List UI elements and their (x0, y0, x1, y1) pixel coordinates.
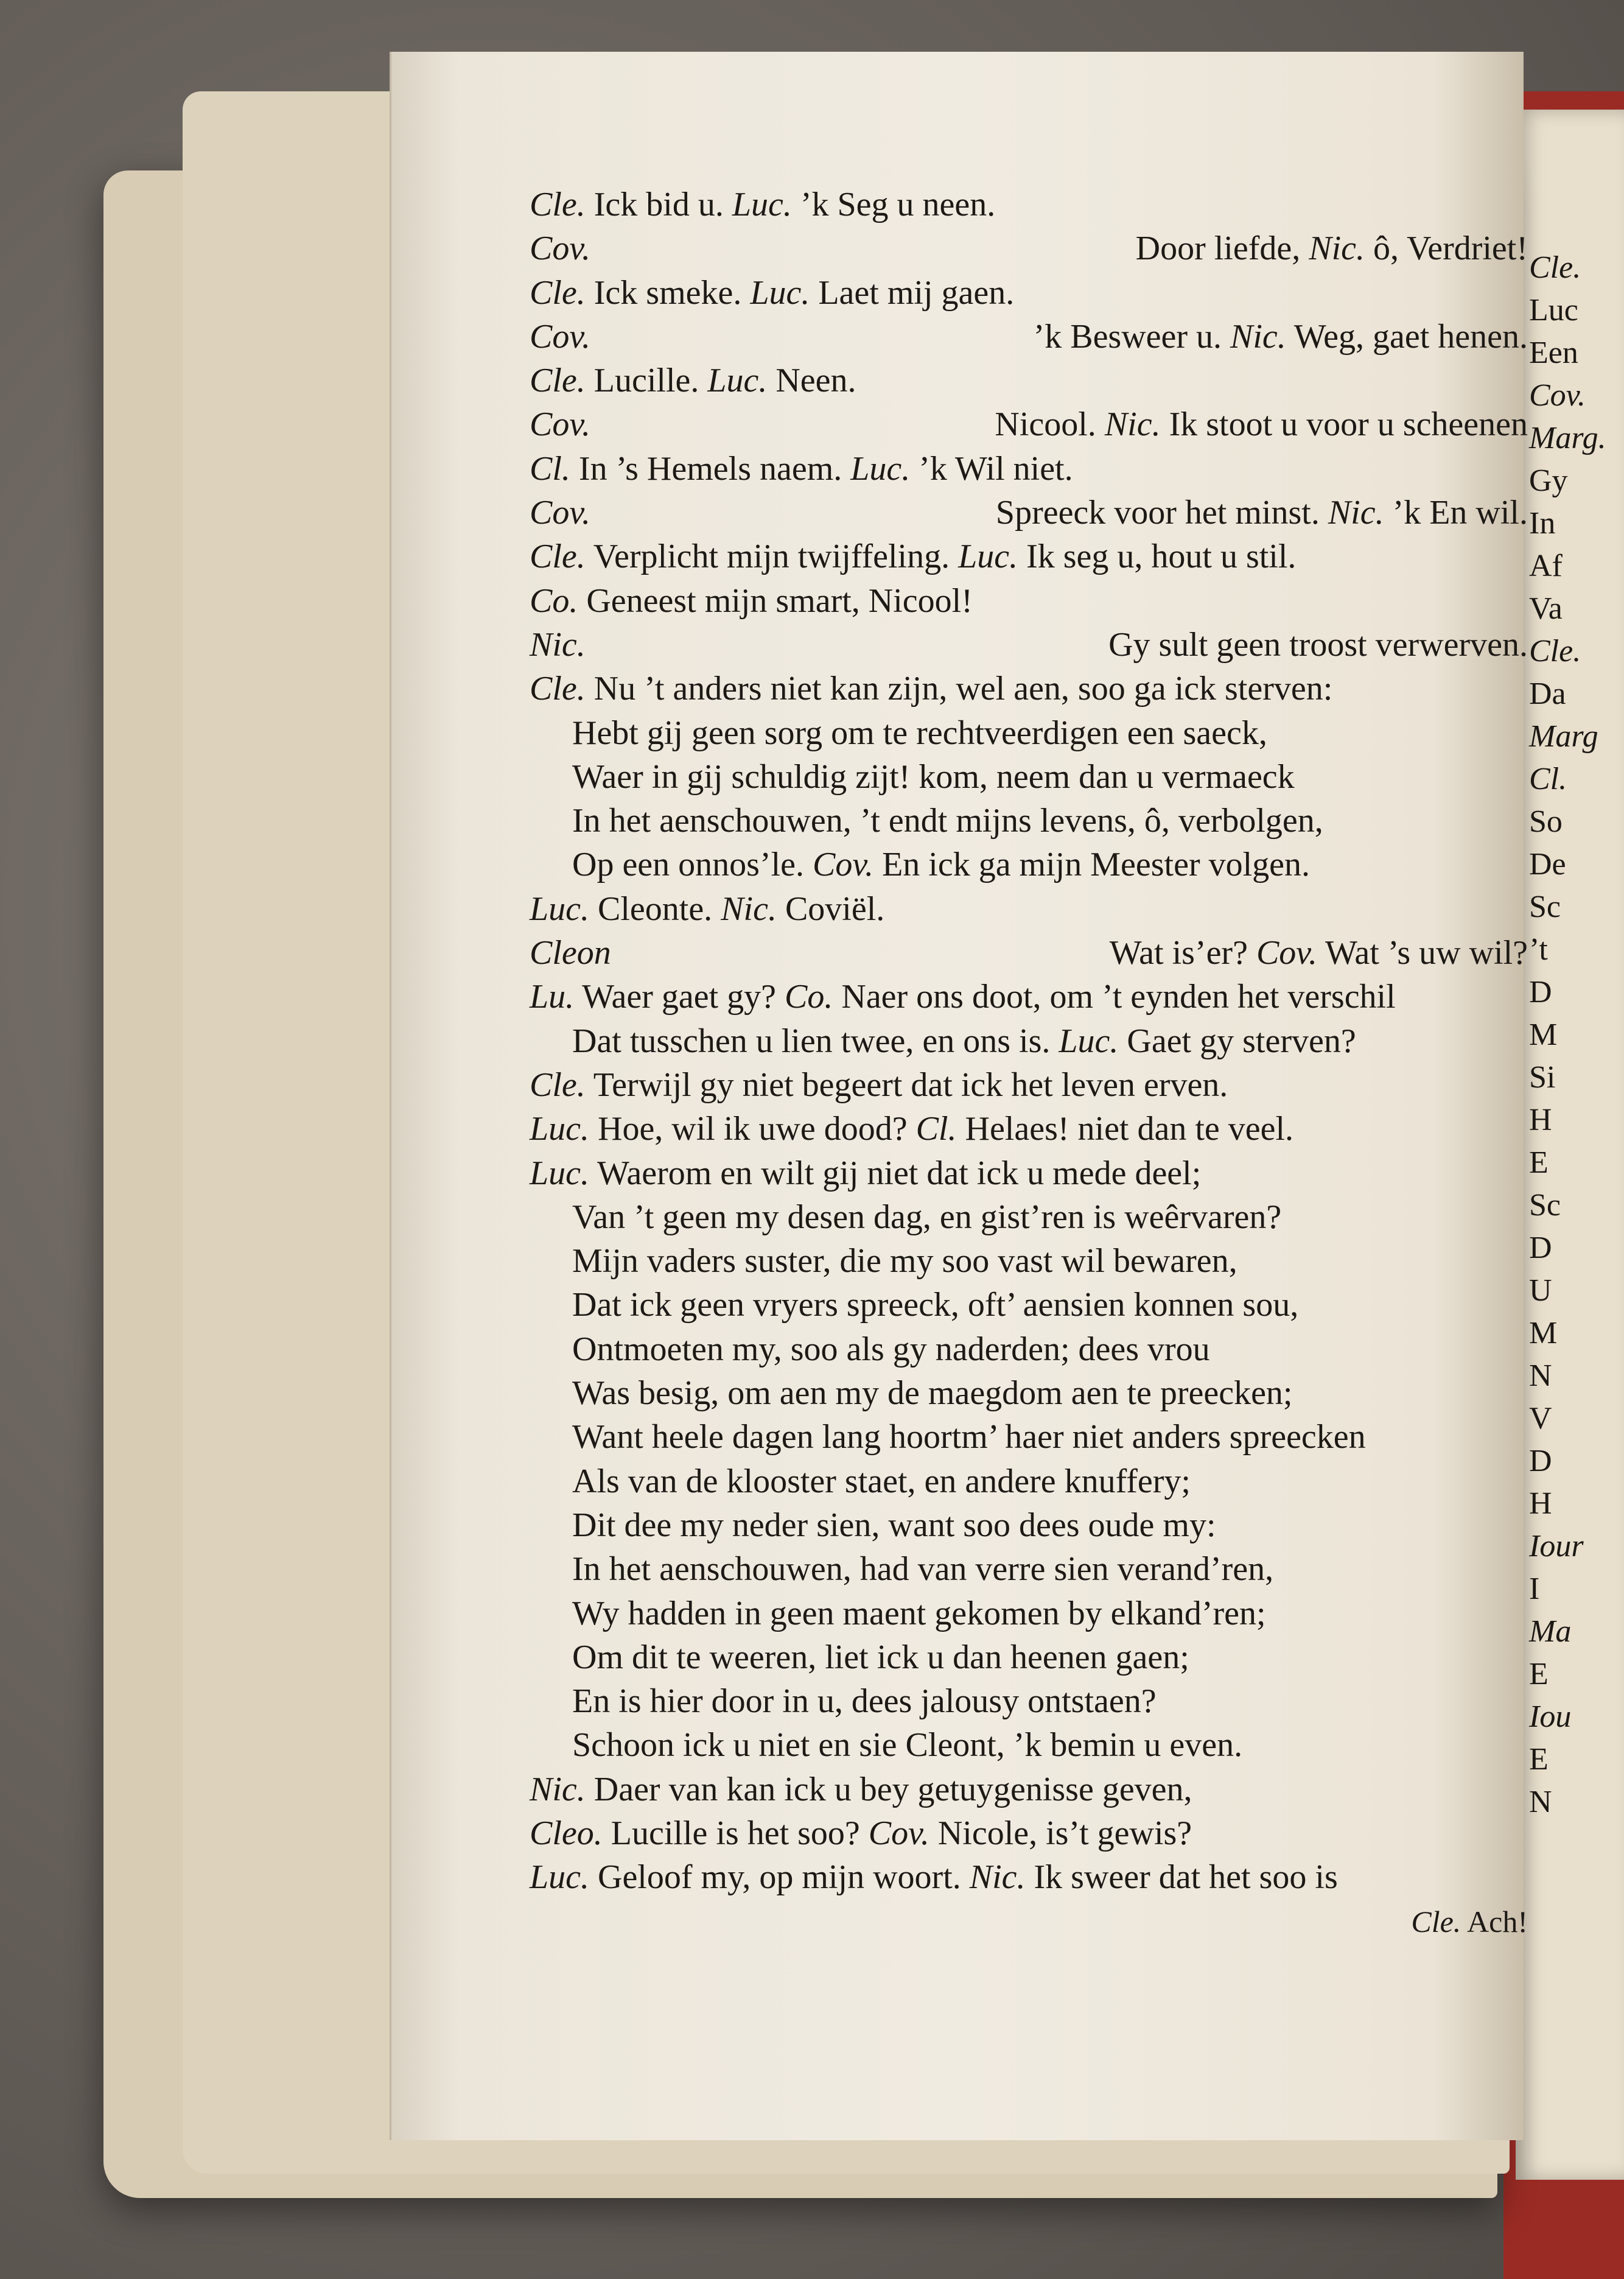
opposite-page-fragment: Marg (1529, 719, 1598, 754)
opposite-page-fragment: Cl. (1529, 762, 1567, 796)
speech-text: En ick ga mijn Meester volgen. (882, 846, 1311, 884)
speaker-label: Cov. (813, 846, 874, 884)
speaker-label: Nic. (1309, 230, 1365, 268)
speaker-label: Cle. (530, 186, 586, 223)
text-line (530, 1635, 1528, 1679)
speech-text: Geneest mijn smart, Nicool! (586, 581, 973, 620)
text-line (530, 1239, 1528, 1283)
text-line (530, 271, 1528, 315)
verse-text: Mijn vaders suster, die my soo vast wil bewaren, (572, 1242, 1237, 1280)
opposite-page-fragment: Luc (1529, 293, 1578, 328)
speech-text: ’k En wil. (1392, 494, 1528, 532)
speech-text: Nicole, is’t gewis? (937, 1814, 1192, 1852)
speech-text: Ik stoot u voor u scheenen (1169, 406, 1528, 444)
speech-text: Spreeck voor het minst. (995, 494, 1320, 532)
verse-text: Van ’t geen my desen dag, en gist’ren is weêrvaren? (572, 1198, 1282, 1236)
text-line (530, 1723, 1528, 1767)
opposite-page-fragment: D (1529, 1444, 1552, 1478)
speaker-label: Cle. (530, 538, 586, 576)
verse-text: Hebt gij geen sorg om te rechtveerdigen een saeck, (572, 714, 1267, 752)
speaker-label: Nic. (1104, 406, 1161, 444)
speaker-label: Co. (530, 581, 578, 620)
text-line (530, 843, 1528, 887)
verse-text: Om dit te weeren, liet ick u dan heenen gaen; (572, 1638, 1189, 1676)
opposite-page-fragment: Va (1529, 591, 1563, 626)
speaker-label: Luc. (530, 1154, 589, 1192)
speech-text: Cleonte. (598, 890, 713, 928)
page-text (530, 183, 1528, 1944)
speech-text: Wat ’s uw wil? (1325, 934, 1528, 972)
opposite-page-fragment: Cle. (1529, 250, 1581, 285)
text-line (530, 1283, 1528, 1327)
speaker-label: Cle. (530, 1066, 586, 1104)
speech-text: ’k Seg u neen. (800, 186, 996, 223)
opposite-page-fragment: Sc (1529, 1188, 1561, 1223)
verse-text: Ontmoeten my, soo als gy naderden; dees vrou (572, 1330, 1210, 1368)
catchword-text: Ach! (1467, 1904, 1528, 1939)
speaker-label: Cov. (530, 230, 591, 268)
opposite-page-fragment: Gy (1529, 463, 1568, 498)
text-line (530, 491, 1528, 535)
opposite-page-fragment: Sc (1529, 890, 1561, 924)
opposite-page-fragment: H (1529, 1103, 1552, 1137)
speech-text: ô, Verdriet! (1373, 230, 1528, 268)
speaker-label: Nic. (1230, 317, 1286, 356)
text-line (530, 623, 1528, 667)
speech-text: Geloof my, op mijn woort. (598, 1858, 961, 1897)
text-line (530, 755, 1528, 799)
opposite-page-fragment: Af (1529, 549, 1563, 583)
right-aligned-speech (1034, 315, 1528, 359)
text-line (530, 1371, 1528, 1415)
verse-text: In het aenschouwen, ’t endt mijns levens, ô, verbolgen, (572, 802, 1323, 840)
text-line (530, 1327, 1528, 1371)
speech-text: Hoe, wil ik uwe dood? (598, 1110, 908, 1148)
text-line (530, 1547, 1528, 1591)
speaker-label: Cleo. (530, 1814, 603, 1852)
speaker-label: Cle. (1411, 1904, 1461, 1939)
verse-text: Schoon ick u niet en sie Cleont, ’k bemin u even. (572, 1726, 1243, 1765)
text-line (530, 1811, 1528, 1855)
speaker-label: Cov. (530, 317, 591, 356)
speaker-label: Cov. (530, 406, 591, 444)
speaker-label: Lu. (530, 978, 575, 1016)
speaker-label: Cov. (530, 494, 591, 532)
speaker-label: Cleon (530, 934, 611, 972)
opposite-page-fragment: Si (1529, 1060, 1556, 1095)
verse-text: Want heele dagen lang hoortm’ haer niet anders spreecken (572, 1418, 1366, 1456)
speaker-label: Luc. (850, 449, 911, 488)
text-line (530, 359, 1528, 402)
opposite-page-fragment: E (1529, 1742, 1549, 1777)
opposite-page-fragment: Marg. (1529, 421, 1606, 455)
text-line (530, 1019, 1528, 1063)
right-aligned-speech (1110, 931, 1528, 975)
speaker-label: Luc. (732, 186, 792, 223)
text-line (530, 931, 1528, 975)
opposite-page-fragment: M (1529, 1017, 1558, 1052)
text-line (530, 1107, 1528, 1151)
text-line (530, 975, 1528, 1019)
speaker-label: Luc. (707, 362, 768, 400)
speaker-label: Cle. (530, 362, 586, 400)
speaker-label: Luc. (530, 890, 589, 928)
speaker-label: Nic. (721, 890, 777, 928)
text-line (530, 579, 1528, 623)
text-line (530, 1063, 1528, 1107)
speech-text: Gaet gy sterven? (1127, 1022, 1356, 1060)
speech-text: Waerom en wilt gij niet dat ick u mede deel; (597, 1154, 1202, 1192)
verse-text: Op een onnos’le. (572, 846, 805, 884)
speech-text: Waer gaet gy? (582, 978, 777, 1016)
speaker-label: Nic. (530, 1770, 586, 1808)
speaker-label: Cl. (530, 449, 570, 488)
right-aligned-speech (995, 402, 1528, 446)
right-aligned-speech (1108, 623, 1528, 667)
opposite-page-fragment: U (1529, 1273, 1552, 1308)
verse-text: En is hier door in u, dees jalousy ontstaen? (572, 1682, 1157, 1721)
opposite-page-fragment: M (1529, 1316, 1558, 1350)
text-line (530, 1768, 1528, 1811)
catchword (530, 1900, 1528, 1944)
speaker-label: Cov. (868, 1814, 929, 1852)
opposite-page-fragment: ’t (1529, 932, 1548, 967)
opposite-page-fragment: N (1529, 1358, 1552, 1393)
opposite-page-fragment: V (1529, 1401, 1552, 1436)
speech-text: Nu ’t anders niet kan zijn, wel aen, soo ga ick sterven: (593, 670, 1333, 708)
opposite-page-fragment: In (1529, 506, 1556, 541)
speech-text: Terwijl gy niet begeert dat ick het leven erven. (593, 1066, 1228, 1104)
text-line (530, 799, 1528, 843)
opposite-page-fragment: Iour (1529, 1529, 1584, 1564)
text-line (530, 667, 1528, 711)
speaker-label: Cle. (530, 670, 586, 708)
speech-text: Laet mij gaen. (818, 273, 1015, 312)
speaker-label: Cle. (530, 273, 586, 312)
text-line (530, 402, 1528, 446)
opposite-page-fragment: De (1529, 847, 1566, 882)
speaker-label: Co. (785, 978, 833, 1016)
speech-text: Neen. (775, 362, 856, 400)
text-line (530, 183, 1528, 226)
speech-text: Gy sult geen troost verwerven. (1108, 625, 1528, 664)
opposite-page (1516, 110, 1624, 2180)
right-aligned-speech (1136, 226, 1528, 270)
speech-text: Nicool. (995, 406, 1096, 444)
text-line (530, 1415, 1528, 1459)
opposite-page-fragment: D (1529, 1231, 1552, 1265)
speech-text: Lucille is het soo? (611, 1814, 860, 1852)
speech-text: Naer ons doot, om ’t eynden het verschil (841, 978, 1396, 1016)
opposite-page-fragment: I (1529, 1571, 1540, 1606)
opposite-page-fragment: Da (1529, 676, 1566, 711)
speech-text: Helaes! niet dan te veel. (965, 1110, 1294, 1148)
text-line (530, 226, 1528, 270)
speaker-label: Luc. (530, 1858, 589, 1897)
speech-text: Ik sweer dat het soo is (1034, 1858, 1338, 1897)
text-line (530, 535, 1528, 578)
text-line (530, 1459, 1528, 1503)
speaker-label: Luc. (1059, 1022, 1119, 1060)
speaker-label: Nic. (969, 1858, 1026, 1897)
speaker-label: Nic. (1328, 494, 1384, 532)
text-line (530, 711, 1528, 755)
speaker-label: Cl. (915, 1110, 957, 1148)
opposite-page-fragment: N (1529, 1785, 1552, 1819)
text-line (530, 447, 1528, 491)
speech-text: In ’s Hemels naem. (578, 449, 842, 488)
speech-text: Lucille. (593, 362, 699, 400)
opposite-page-fragment: So (1529, 804, 1563, 839)
verse-text: Als van de klooster staet, en andere knuffery; (572, 1462, 1191, 1500)
opposite-page-fragment: E (1529, 1145, 1549, 1180)
opposite-page-fragment: Ma (1529, 1614, 1572, 1649)
speech-text: ’k Besweer u. (1033, 317, 1222, 356)
verse-text: In het aenschouwen, had van verre sien verand’ren, (572, 1550, 1274, 1589)
speech-text: Ick smeke. (593, 273, 742, 312)
speaker-label: Cov. (1256, 934, 1317, 972)
opposite-page-fragment: Cov. (1529, 378, 1586, 413)
opposite-page-fragment: H (1529, 1486, 1552, 1521)
verse-text: Dat ick geen vryers spreeck, oft’ aensien konnen sou, (572, 1286, 1299, 1324)
verse-text: Was besig, om aen my de maegdom aen te preecken; (572, 1374, 1293, 1413)
opposite-page-fragment: Iou (1529, 1699, 1572, 1734)
verse-text: Wy hadden in geen maent gekomen by elkand’ren; (572, 1594, 1266, 1632)
text-line (530, 1592, 1528, 1635)
speech-text: Weg, gaet henen. (1293, 317, 1528, 356)
opposite-page-fragment: Cle. (1529, 634, 1581, 669)
text-line (530, 1679, 1528, 1723)
speaker-label: Luc. (750, 273, 810, 312)
opposite-page-fragment: Een (1529, 335, 1578, 370)
speech-text: Coviël. (785, 890, 885, 928)
verse-text: Dat tusschen u lien twee, en ons is. (572, 1022, 1051, 1060)
speech-text: Verplicht mijn twijffeling. (593, 538, 950, 576)
opposite-page-fragment: D (1529, 975, 1552, 1010)
speech-text: ’k Wil niet. (919, 449, 1073, 488)
speaker-label: Nic. (530, 625, 586, 664)
text-line (530, 1151, 1528, 1195)
text-line (530, 1195, 1528, 1239)
speaker-label: Luc. (958, 538, 1018, 576)
right-aligned-speech (996, 491, 1528, 535)
verse-text: Waer in gij schuldig zijt! kom, neem dan u vermaeck (572, 757, 1295, 796)
speaker-label: Luc. (530, 1110, 589, 1148)
text-line (530, 887, 1528, 931)
opposite-page-fragment: E (1529, 1657, 1549, 1691)
text-line (530, 315, 1528, 359)
speech-text: Door liefde, (1135, 230, 1301, 268)
speech-text: Ik seg u, hout u stil. (1026, 538, 1297, 576)
text-line (530, 1855, 1528, 1899)
speech-text: Daer van kan ick u bey getuygenisse geven, (593, 1770, 1192, 1808)
speech-text: Wat is’er? (1109, 934, 1248, 972)
speech-text: Ick bid u. (593, 186, 724, 223)
text-line (530, 1503, 1528, 1547)
verse-text: Dit dee my neder sien, want soo dees oude my: (572, 1506, 1216, 1544)
